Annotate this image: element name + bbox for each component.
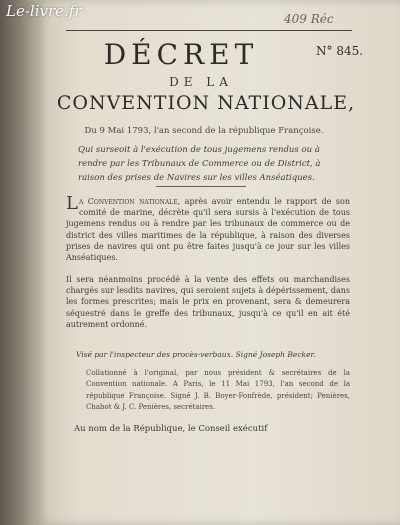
book-spine-shadow: [0, 0, 38, 525]
title-decret: DÉCRET: [103, 38, 259, 71]
top-rule: [66, 30, 352, 31]
document-page: [36, 0, 400, 525]
date-line: Du 9 Mai 1793, l'an second de la république Françoise.: [84, 126, 324, 136]
paragraph-1-text: après avoir entendu le rapport de son comité de marine, décrète qu'il sera sursis à l'exécution de tous jugemens rendus ou à rendre par les tribunaux de commerce ou de district des villes maritimes de la république, à raison des diverses prises de navires qui ont pu être faites jusqu'à ce jour sur les villes Anséatiques.: [66, 197, 350, 263]
title-convention: CONVENTION NATIONALE,: [56, 92, 356, 114]
visa-line: Visé par l'inspecteur des procès-verbaux. Signé Joseph Becker.: [76, 350, 316, 359]
handwritten-number: 409 Réc: [284, 12, 334, 26]
paragraph-1: [66, 193, 350, 263]
title-de-la: DE LA: [169, 75, 233, 89]
watermark-logo: Le-livre.fr: [6, 2, 82, 20]
paragraph-1-lead: a Convention nationale,: [78, 197, 181, 206]
decree-subject: Qui surseoit à l'exécution de tous jugemens rendus ou à rendre par les Tribunaux de Commerce ou de District, à raison des prises de Navires sur les villes Anséatiques.: [78, 145, 321, 183]
collation-note: Collationné à l'original, par nous président & secrétaires de la Convention nationale. A Paris, le 11 Mai 1793, l'an second de la république Françoise. Signé J. B. Boyer-Fonfrède, président; Penières, Chabot & J. C. Penières, secrétaires.: [86, 369, 350, 412]
separator-rule: [156, 186, 246, 187]
republic-line: Au nom de la République, le Conseil exécutif: [74, 424, 268, 434]
drop-cap: L: [66, 193, 78, 214]
decree-number: N° 845.: [316, 44, 364, 58]
paragraph-2: Il sera néanmoins procédé à la vente des effets ou marchandises chargés sur lesdits navires, qui seroient sujets à dépérissement, dans les formes prescrites; mais le prix en provenant, sera & demeurera séquestré dans le greffe des tribunaux, jusqu'à ce qu'il en ait été autrement ordonné.: [66, 275, 350, 329]
